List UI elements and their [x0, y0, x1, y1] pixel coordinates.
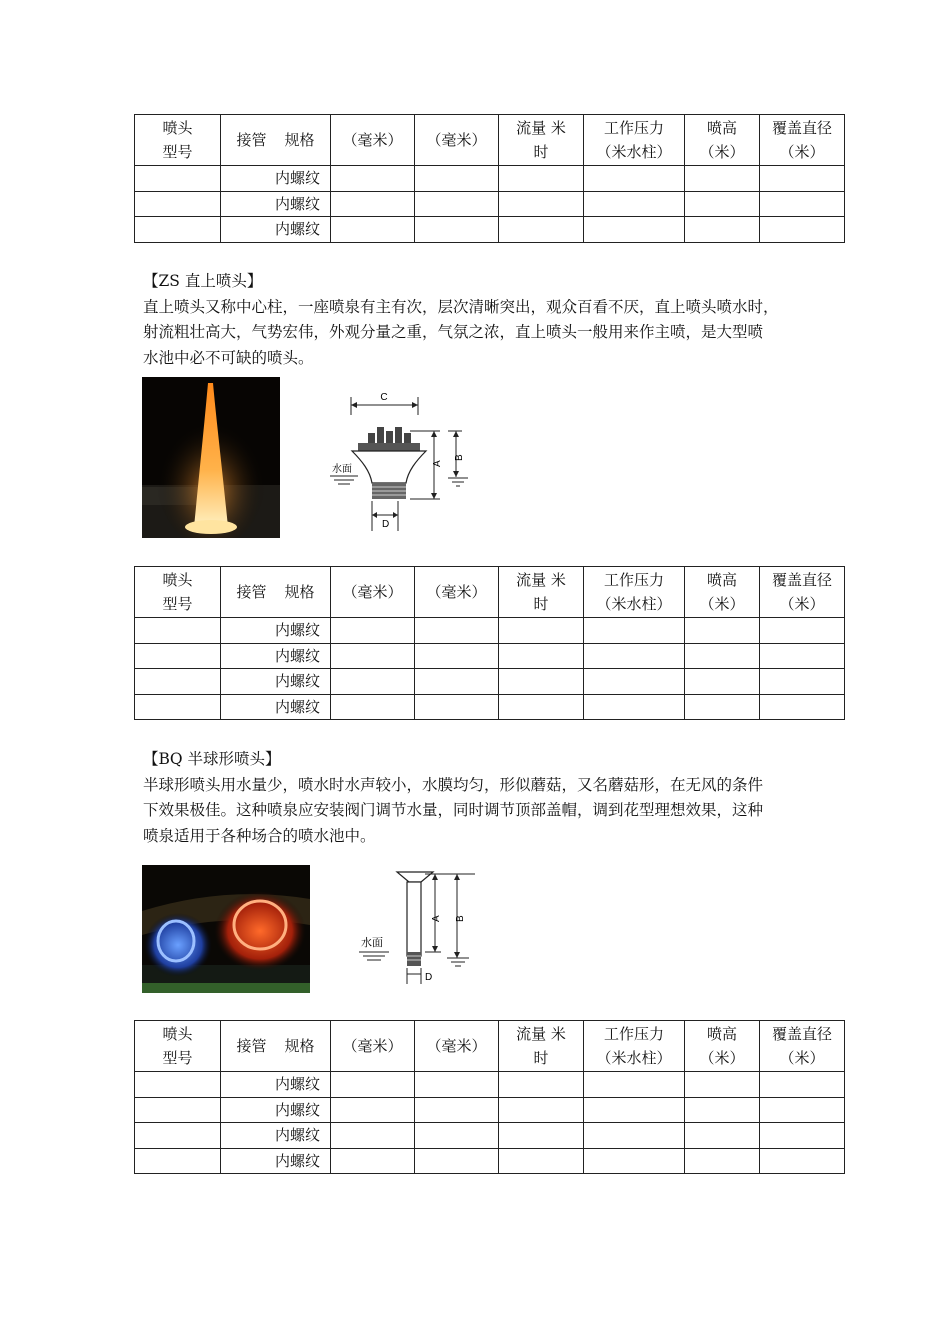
empty-cell [584, 1097, 685, 1123]
table-header [135, 115, 845, 166]
empty-cell [135, 1072, 221, 1098]
empty-cell [760, 1072, 845, 1098]
empty-cell [135, 618, 221, 644]
empty-cell [584, 669, 685, 695]
table-row [135, 643, 845, 669]
table-row [135, 191, 845, 217]
empty-cell [499, 191, 584, 217]
empty-cell [584, 643, 685, 669]
thread-cell: 内螺纹 [221, 166, 331, 192]
zs-text-line: 射流粗壮高大，气势宏伟，外观分量之重，气氛之浓，直上喷头一般用来作主喷，是大型喷 [143, 323, 764, 341]
zs-text-line: 直上喷头又称中心柱，一座喷泉有主有次，层次清晰突出，观众百看不厌，直上喷头喷水时， [143, 297, 779, 316]
empty-cell [685, 1097, 760, 1123]
empty-cell [499, 618, 584, 644]
thread-cell: 内螺纹 [221, 217, 331, 243]
empty-cell [415, 669, 499, 695]
empty-cell [584, 618, 685, 644]
empty-cell [499, 1148, 584, 1174]
table-header [135, 1021, 845, 1072]
empty-cell [499, 166, 584, 192]
empty-cell [685, 217, 760, 243]
diagram-label-b: B [454, 454, 465, 461]
empty-cell [760, 1097, 845, 1123]
header-flow: 流量 米 时 [499, 115, 584, 166]
table-row [135, 1072, 845, 1098]
header-flow: 流量 米 时 [499, 1021, 584, 1072]
empty-cell [135, 191, 221, 217]
header-model: 喷头 型号 [135, 115, 221, 166]
header-mm-1: （毫米） [331, 1021, 415, 1072]
zs-section [143, 269, 823, 371]
bq-nozzle-diagram [355, 868, 480, 986]
empty-cell [685, 618, 760, 644]
table-row [135, 166, 845, 192]
spec-table-2 [134, 566, 845, 720]
table-row [135, 1097, 845, 1123]
empty-cell [135, 1148, 221, 1174]
table-row [135, 694, 845, 720]
header-cover: 覆盖直径 （米） [760, 115, 845, 166]
empty-cell [415, 1097, 499, 1123]
table-row [135, 217, 845, 243]
diagram-label-a: A [431, 915, 442, 922]
header-pressure: 工作压力 （米水柱） [584, 115, 685, 166]
thread-cell: 内螺纹 [221, 1148, 331, 1174]
bq-text-line: 下效果极佳。这种喷泉应安装阀门调节水量，同时调节顶部盖帽，调到花型理想效果，这种 [143, 801, 764, 819]
empty-cell [499, 1123, 584, 1149]
empty-cell [331, 1123, 415, 1149]
header-pressure: 工作压力 （米水柱） [584, 567, 685, 618]
empty-cell [584, 191, 685, 217]
empty-cell [685, 669, 760, 695]
empty-cell [584, 694, 685, 720]
header-mm-2: （毫米） [415, 1021, 499, 1072]
empty-cell [685, 166, 760, 192]
empty-cell [415, 1072, 499, 1098]
empty-cell [760, 191, 845, 217]
empty-cell [331, 669, 415, 695]
bq-text-line: 半球形喷头用水量少，喷水时水声较小，水膜均匀，形似蘑菇，又名蘑菇形，在无风的条件 [143, 775, 764, 794]
empty-cell [760, 1148, 845, 1174]
empty-cell [331, 694, 415, 720]
empty-cell [760, 166, 845, 192]
empty-cell [685, 694, 760, 720]
empty-cell [760, 643, 845, 669]
diagram-label-c: C [380, 392, 388, 403]
empty-cell [499, 669, 584, 695]
header-flow: 流量 米 时 [499, 567, 584, 618]
empty-cell [135, 166, 221, 192]
header-cover: 覆盖直径 （米） [760, 1021, 845, 1072]
empty-cell [760, 694, 845, 720]
thread-cell: 内螺纹 [221, 1097, 331, 1123]
thread-cell: 内螺纹 [221, 191, 331, 217]
empty-cell [499, 1072, 584, 1098]
empty-cell [415, 618, 499, 644]
thread-cell: 内螺纹 [221, 1123, 331, 1149]
empty-cell [331, 618, 415, 644]
empty-cell [331, 643, 415, 669]
thread-cell: 内螺纹 [221, 1072, 331, 1098]
empty-cell [685, 1072, 760, 1098]
empty-cell [760, 618, 845, 644]
empty-cell [499, 1097, 584, 1123]
thread-cell: 内螺纹 [221, 694, 331, 720]
empty-cell [135, 1123, 221, 1149]
empty-cell [415, 191, 499, 217]
empty-cell [331, 1148, 415, 1174]
empty-cell [760, 1123, 845, 1149]
header-height: 喷高 （米） [685, 567, 760, 618]
empty-cell [499, 694, 584, 720]
empty-cell [415, 166, 499, 192]
empty-cell [760, 669, 845, 695]
header-mm-1: （毫米） [331, 115, 415, 166]
header-cover: 覆盖直径 （米） [760, 567, 845, 618]
header-pipe-spec: 接管 规格 [221, 115, 331, 166]
empty-cell [415, 1148, 499, 1174]
header-mm-1: （毫米） [331, 567, 415, 618]
header-mm-2: （毫米） [415, 115, 499, 166]
empty-cell [685, 643, 760, 669]
water-surface-label: 水面 [332, 464, 352, 475]
empty-cell [584, 1072, 685, 1098]
empty-cell [685, 191, 760, 217]
empty-cell [135, 1097, 221, 1123]
table-row [135, 1123, 845, 1149]
zs-fountain-photo [142, 377, 280, 538]
table-row [135, 669, 845, 695]
diagram-label-a: A [432, 460, 443, 467]
empty-cell [584, 166, 685, 192]
empty-cell [135, 694, 221, 720]
empty-cell [415, 1123, 499, 1149]
empty-cell [331, 1072, 415, 1098]
empty-cell [135, 643, 221, 669]
empty-cell [331, 191, 415, 217]
empty-cell [584, 1123, 685, 1149]
header-pipe-spec: 接管 规格 [221, 1021, 331, 1072]
header-pipe-spec: 接管 规格 [221, 567, 331, 618]
bq-fountain-photo [142, 865, 310, 993]
thread-cell: 内螺纹 [221, 618, 331, 644]
empty-cell [135, 669, 221, 695]
header-height: 喷高 （米） [685, 115, 760, 166]
diagram-label-b: B [455, 915, 466, 922]
bq-title: 【BQ 半球形喷头】 [143, 750, 281, 768]
empty-cell [415, 217, 499, 243]
diagram-label-d: D [382, 519, 390, 530]
empty-cell [331, 217, 415, 243]
empty-cell [415, 643, 499, 669]
empty-cell [584, 1148, 685, 1174]
thread-cell: 内螺纹 [221, 643, 331, 669]
header-height: 喷高 （米） [685, 1021, 760, 1072]
spec-table-3 [134, 1020, 845, 1174]
empty-cell [685, 1148, 760, 1174]
empty-cell [584, 217, 685, 243]
empty-cell [760, 217, 845, 243]
diagram-label-d: D [425, 972, 433, 983]
spec-table-1 [134, 114, 845, 243]
empty-cell [499, 643, 584, 669]
water-surface-label: 水面 [361, 937, 383, 949]
zs-title: 【ZS 直上喷头】 [143, 272, 263, 290]
bq-text-line: 喷泉适用于各种场合的喷水池中。 [143, 826, 376, 845]
table-row [135, 1148, 845, 1174]
empty-cell [415, 694, 499, 720]
empty-cell [685, 1123, 760, 1149]
zs-text-line: 水池中必不可缺的喷头。 [143, 348, 314, 367]
empty-cell [331, 166, 415, 192]
empty-cell [499, 217, 584, 243]
thread-cell: 内螺纹 [221, 669, 331, 695]
empty-cell [135, 217, 221, 243]
header-model: 喷头 型号 [135, 1021, 221, 1072]
empty-cell [331, 1097, 415, 1123]
header-model: 喷头 型号 [135, 567, 221, 618]
header-mm-2: （毫米） [415, 567, 499, 618]
table-row [135, 618, 845, 644]
zs-nozzle-diagram [322, 387, 480, 535]
bq-section [143, 747, 823, 849]
table-header [135, 567, 845, 618]
header-pressure: 工作压力 （米水柱） [584, 1021, 685, 1072]
